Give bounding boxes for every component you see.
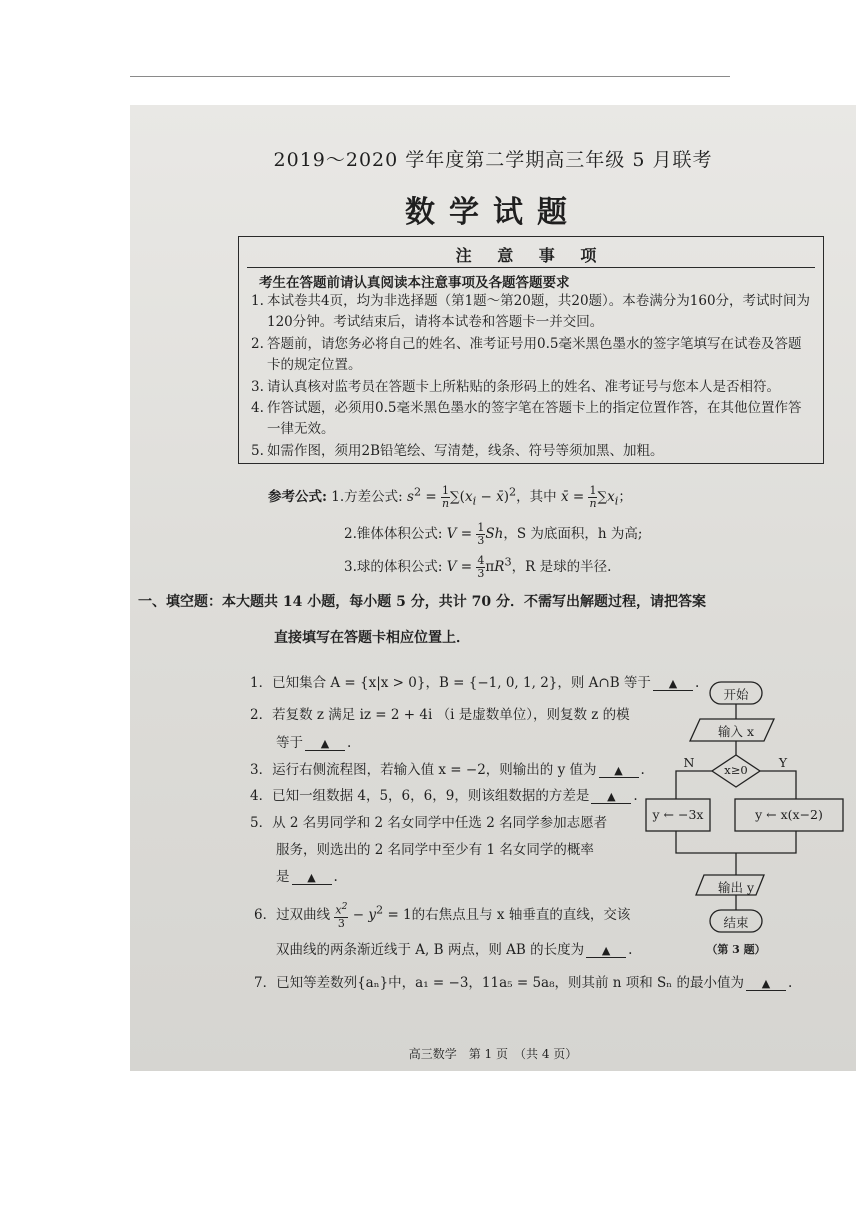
notice-item: 3. 请认真核对监考员在答题卡上所粘贴的条形码上的姓名、准考证号与您本人是否相符。 bbox=[251, 378, 780, 395]
question-7: 7．已知等差数列{aₙ}中，a₁ = −3，11a₅ = 5a₈，则其前 n 项和 Sₙ 的最小值为 ▲ . bbox=[254, 975, 793, 991]
notice-heading: 注 意 事 项 bbox=[455, 246, 607, 265]
notice-item: 5. 如需作图，须用2B铅笔绘、写清楚，线条、符号等须加黑、加粗。 bbox=[251, 442, 664, 459]
formula-variance: 参考公式: 1.方差公式: $s^2$ = $\frac{1}{n}$ $\sum(x_i$ − x̄)$^2$，其中 x̄ = $\frac{1}{n}$ $\sum x_i$； bbox=[268, 484, 632, 510]
subject-title: 数学试题 bbox=[405, 195, 581, 230]
flow-label-yes: Y bbox=[778, 755, 788, 770]
flow-branch-no: y ← −3x bbox=[652, 807, 704, 822]
notice-item: 2. 答题前，请您务必将自己的姓名、准考证号用0.5毫米黑色墨水的签字笔填写在试卷及答题卡的规定位置。 bbox=[251, 335, 802, 374]
question-3: 3．运行右侧流程图，若输入值 x = −2，则输出的 y 值为 ▲ . bbox=[250, 762, 645, 778]
question-6-cont: 双曲线的两条渐近线于 A, B 两点，则 AB 的长度为 ▲ . bbox=[276, 942, 633, 958]
section-heading-cont: 直接填写在答题卡相应位置上． bbox=[274, 630, 470, 646]
notice-divider bbox=[247, 267, 815, 268]
question-2-cont: 等于 ▲ . bbox=[276, 735, 352, 751]
flow-condition: x≥0 bbox=[724, 763, 748, 777]
question-1: 1．已知集合 A = {x|x > 0}，B = {−1, 0, 1, 2}，则 A∩B 等于 ▲ . bbox=[250, 675, 700, 691]
section-heading: 一、填空题：本大题共 14 小题，每小题 5 分，共计 70 分．不需写出解题过程，请把答案 bbox=[138, 594, 706, 610]
notice-list bbox=[251, 291, 813, 462]
notice-box bbox=[238, 236, 824, 464]
flow-branch-yes: y ← x(x−2) bbox=[755, 807, 823, 822]
flow-output: 输出 y bbox=[717, 880, 755, 895]
question-2: 2．若复数 z 满足 iz = 2 + 4i （i 是虚数单位），则复数 z 的模 bbox=[250, 707, 630, 723]
flow-end: 结束 bbox=[723, 915, 749, 930]
question-4: 4．已知一组数据 4，5，6，6，9，则该组数据的方差是 ▲ . bbox=[250, 788, 638, 804]
flow-input: 输入 x bbox=[717, 724, 755, 739]
flow-start: 开始 bbox=[723, 687, 749, 702]
question-6: 6．过双曲线 $\frac{x^2}{3}$ − $y^2 = 1$的右焦点且与 x 轴垂直的直线，交该 bbox=[254, 901, 631, 930]
question-5-cont: 服务，则选出的 2 名同学中至少有 1 名女同学的概率 bbox=[276, 842, 594, 858]
notice-lead: 考生在答题前请认真阅读本注意事项及各题答题要求 bbox=[259, 275, 570, 291]
exam-title: 2019～2020 学年度第二学期高三年级 5 月联考 bbox=[273, 149, 713, 171]
flowchart bbox=[638, 675, 848, 965]
question-5-end: 是 ▲ . bbox=[276, 869, 338, 885]
formula-cone-volume: 2.锥体体积公式: V = $\frac{1}{3}$ Sh，S 为底面积，h 为高; bbox=[344, 521, 643, 547]
top-rule bbox=[130, 76, 730, 77]
formula-sphere-volume: 3.球的体积公式: V = $\frac{4}{3}$ $\pi R^3$，R 是球的半径. bbox=[344, 554, 612, 580]
page-footer: 高三数学 第 1 页 （共 4 页） bbox=[408, 1047, 578, 1061]
notice-item: 4. 作答试题，必须用0.5毫米黑色墨水的签字笔在答题卡上的指定位置作答，在其他位置作答一律无效。 bbox=[251, 400, 802, 438]
exam-page bbox=[130, 105, 856, 1071]
question-5: 5．从 2 名男同学和 2 名女同学中任选 2 名同学参加志愿者 bbox=[250, 815, 608, 831]
flow-caption: （第 3 题） bbox=[706, 943, 766, 956]
notice-item: 1. 本试卷共4页，均为非选择题（第1题～第20题，共20题）。本卷满分为160分，考试时间为120分钟。考试结束后，请将本试卷和答题卡一并交回。 bbox=[251, 293, 811, 331]
flow-label-no: N bbox=[683, 755, 695, 770]
